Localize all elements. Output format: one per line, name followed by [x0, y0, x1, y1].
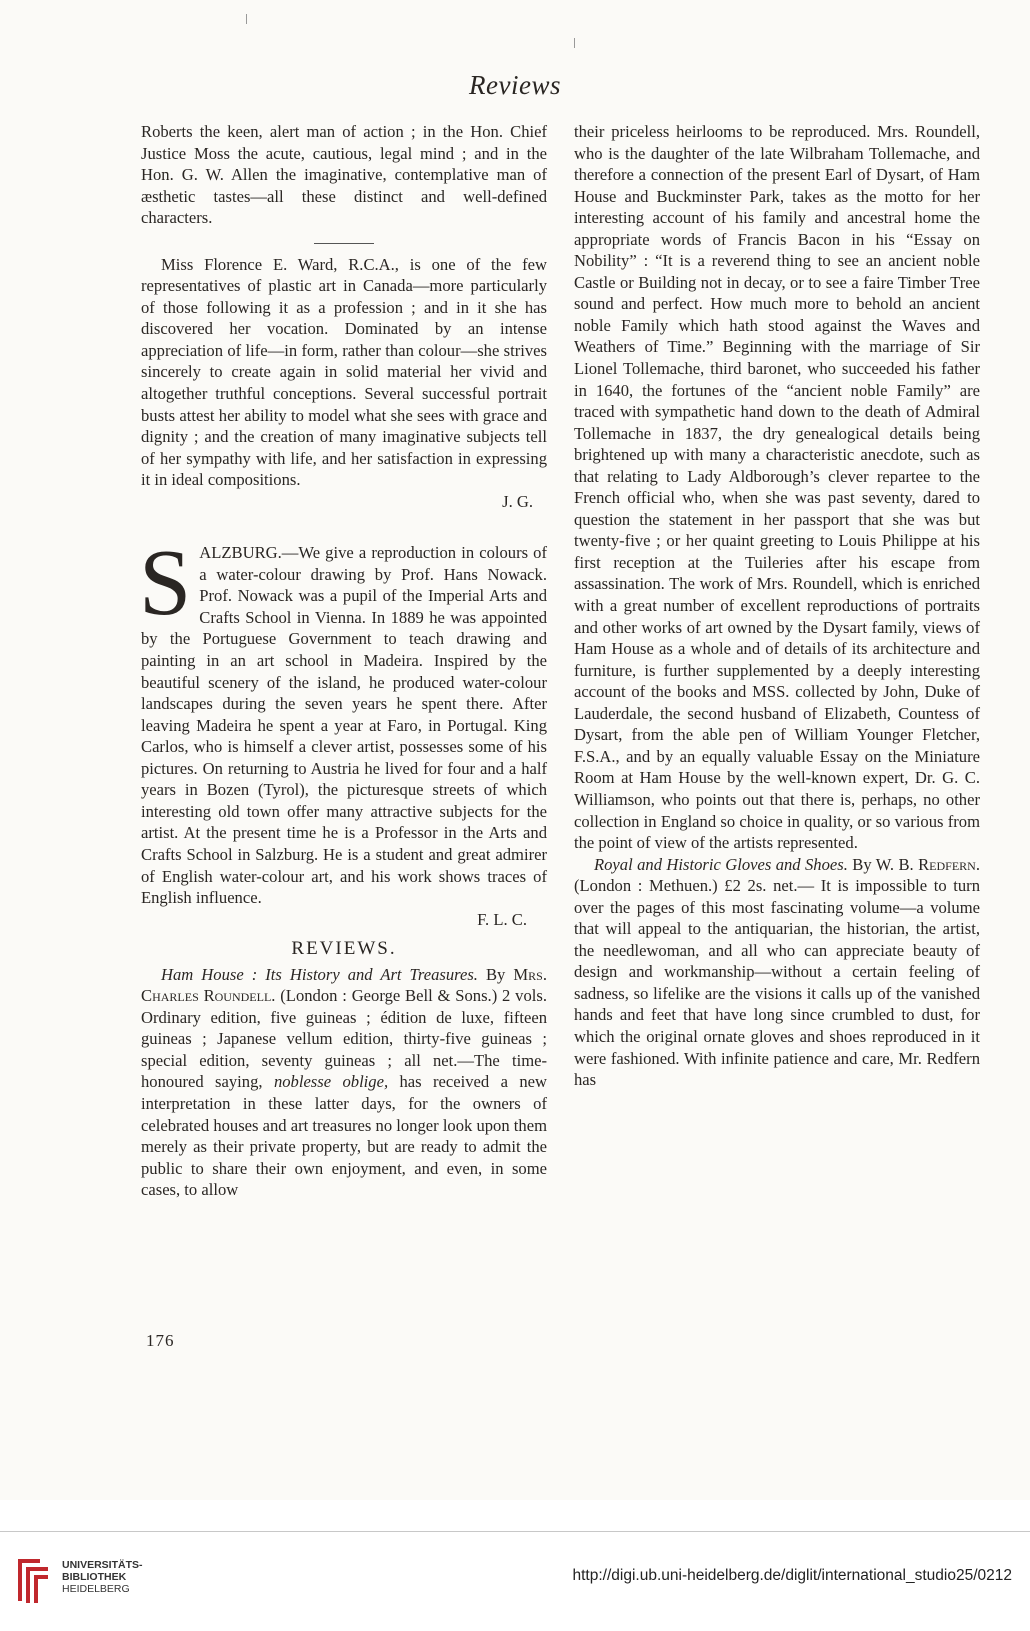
review-gloves-shoes	[574, 854, 980, 1091]
signature-flc: F. L. C.	[477, 909, 527, 929]
section-title-reviews: REVIEWS.	[291, 938, 397, 960]
library-logo-icon[interactable]	[14, 1557, 52, 1605]
permalink-url[interactable]: http://digi.ub.uni-heidelberg.de/diglit/international_studio25/0212	[572, 1567, 1012, 1584]
review-by: By W. B.	[852, 854, 914, 874]
library-logo-text[interactable]	[62, 1559, 143, 1595]
footer-divider	[0, 1531, 1030, 1532]
running-head: Reviews	[469, 70, 561, 100]
logo-line: BIBLIOTHEK	[62, 1571, 127, 1583]
review-title: Ham House : Its History and Art Treasures.	[161, 964, 478, 984]
salzburg-text: ALZBURG.—We give a reproduction in colours of a water-colour drawing by Prof. Hans Nowack. Prof. Nowack was a pupil of the Imperial Arts and Crafts School in Vienna. In 1889 he was appointed by the Portuguese Government to teach drawing and painting in an art school in Madeira. Inspired by the beautiful scenery of the island, he produced water-colour landscapes during the seven years he spent there. After leaving Madeira he spent a year at Faro, in Portugal. King Carlos, who is himself a clever artist, possesses some of his pictures. On returning to Austria he lived for four and a half years in Bozen (Tyrol), the picturesque streets of which interesting old town offer many attractive subjects for the artist. At the present time he is a Professor in the Arts and Crafts School in Salzburg. He is a student and great admirer of English water-colour art, and his work shows traces of English influence.	[141, 543, 547, 908]
scan-mark	[574, 38, 575, 48]
page-number: 176	[146, 1331, 175, 1350]
paragraph-roberts: Roberts the keen, alert man of action ; in the Hon. Chief Justice Moss the acute, cautious, legal mind ; and in the Hon. G. W. Allen the imaginative, contemplative man of æsthetic tastes—all these distinct and well-defined characters.	[141, 122, 547, 228]
logo-line: UNIVERSITÄTS-	[62, 1559, 143, 1571]
paragraph-salzburg	[139, 531, 547, 908]
section-divider	[314, 243, 374, 244]
footer-bar	[0, 1531, 1030, 1631]
logo-line: HEIDELBERG	[62, 1583, 130, 1595]
review-text: It is impossible to turn over the pages of this most fascinating volume—a volume that will appeal to the antiquarian, the historian, the artist, the needlewoman, and all who can appreciate beauty of design and workmanship—without a certain feeling of sadness, so lifelike are the visions it calls up of the vanished hands and feet that have long since crumbled to dust, for which the original ornate gloves and shoes reproduced in it were fashioned. With infinite patience and care, Mr. Redfern has	[574, 876, 981, 1090]
drop-cap: S	[139, 531, 192, 636]
review-text: (London : George Bell & Sons.) 2 vols. Ordinary edition, five guineas ; édition de luxe, fifteen guineas ; Japanese vellum edition, thirty-five guineas ; special edition, seventy guineas ; all net.—The time-honoured saying,	[141, 986, 547, 1092]
paragraph-ham-house-continued: their priceless heirlooms to be reproduced. Mrs. Roundell, who is the daughter of the late Wilbraham Tollemache, and therefore a connection of the present Earl of Dysart, of Ham House and Buckminster Park, takes as the motto for her interesting account of his family and ancestral home the appropriate words of Francis Bacon in his “Essay on Nobility” : “It is a reverend thing to see an ancient noble Castle or Building not in decay, or to see a faire Timber Tree sound and perfect. How much more to behold an ancient noble Family which hath stood against the Waves and Weathers of Time.” Beginning with the marriage of Sir Lionel Tollemache, third baronet, who succeeded his father in 1640, the fortunes of the “ancient noble Family” are traced with sympathetic hand down to the death of Admiral Tollemache in 1837, the dry genealogical details being brightened up with many a characteristic anecdote, such as that relating to Lady Aldborough’s clever repartee to the French official who, when she was past seventy, dared to question the statement in her passport that she was but twenty-five ; or her quaint greeting to Louis Philippe at his first reception at the Tuileries after his escape from assassination. The work of Mrs. Roundell, which is enriched with a great number of excellent reproductions of portraits and other works of art owned by the Dysart family, views of Ham House as a whole and of details of its architecture and furniture, is further supplemented by a deeply interesting account of the books and MSS. collected by John, Duke of Lauderdale, the second husband of Elizabeth, Countess of Dysart, from the able pen of William Younger Fletcher, F.S.A., and by an equally valuable Essay on the Miniature Room at Ham House by the well-known expert, Dr. G. C. Williamson, who points out that there is, perhaps, no other collection in England so choice in quality, or so various from the point of view of the artists represented.	[574, 122, 980, 853]
signature-jg: J. G.	[502, 491, 533, 511]
review-author: Mrs. Charles Roundell.	[141, 964, 547, 1006]
review-ham-house	[141, 964, 547, 1201]
paragraph-ward: Miss Florence E. Ward, R.C.A., is one of the few representatives of plastic art in Canada—more particularly of those following it as a profession ; and in it she has discovered her vocation. Dominated by an intense appreciation of life—in form, rather than colour—she strives sincerely to create again in solid material her vivid and altogether truthful conceptions. Several successful portrait busts attest her ability to model what she sees with grace and dignity ; and the creation of many imaginative subjects tell of her sympathy with life, and her satisfaction in expressing it in ideal compositions.	[141, 254, 547, 490]
review-author: Redfern.	[918, 854, 980, 874]
review-by: By	[485, 964, 506, 984]
review-title: Royal and Historic Gloves and Shoes.	[594, 854, 848, 874]
right-column	[574, 121, 980, 1091]
left-column	[141, 121, 547, 1201]
review-text-continued: has received a new interpretation in these latter days, for the owners of celebrated houses and art treasures no longer look upon them merely as their private property, but are ready to admit the public to share their own enjoyment, and even, in some cases, to allow	[141, 1072, 547, 1200]
scan-mark	[246, 14, 247, 24]
review-phrase: noblesse oblige,	[273, 1072, 389, 1092]
review-price: (London : Methuen.) £2 2s. net.—	[574, 876, 815, 896]
